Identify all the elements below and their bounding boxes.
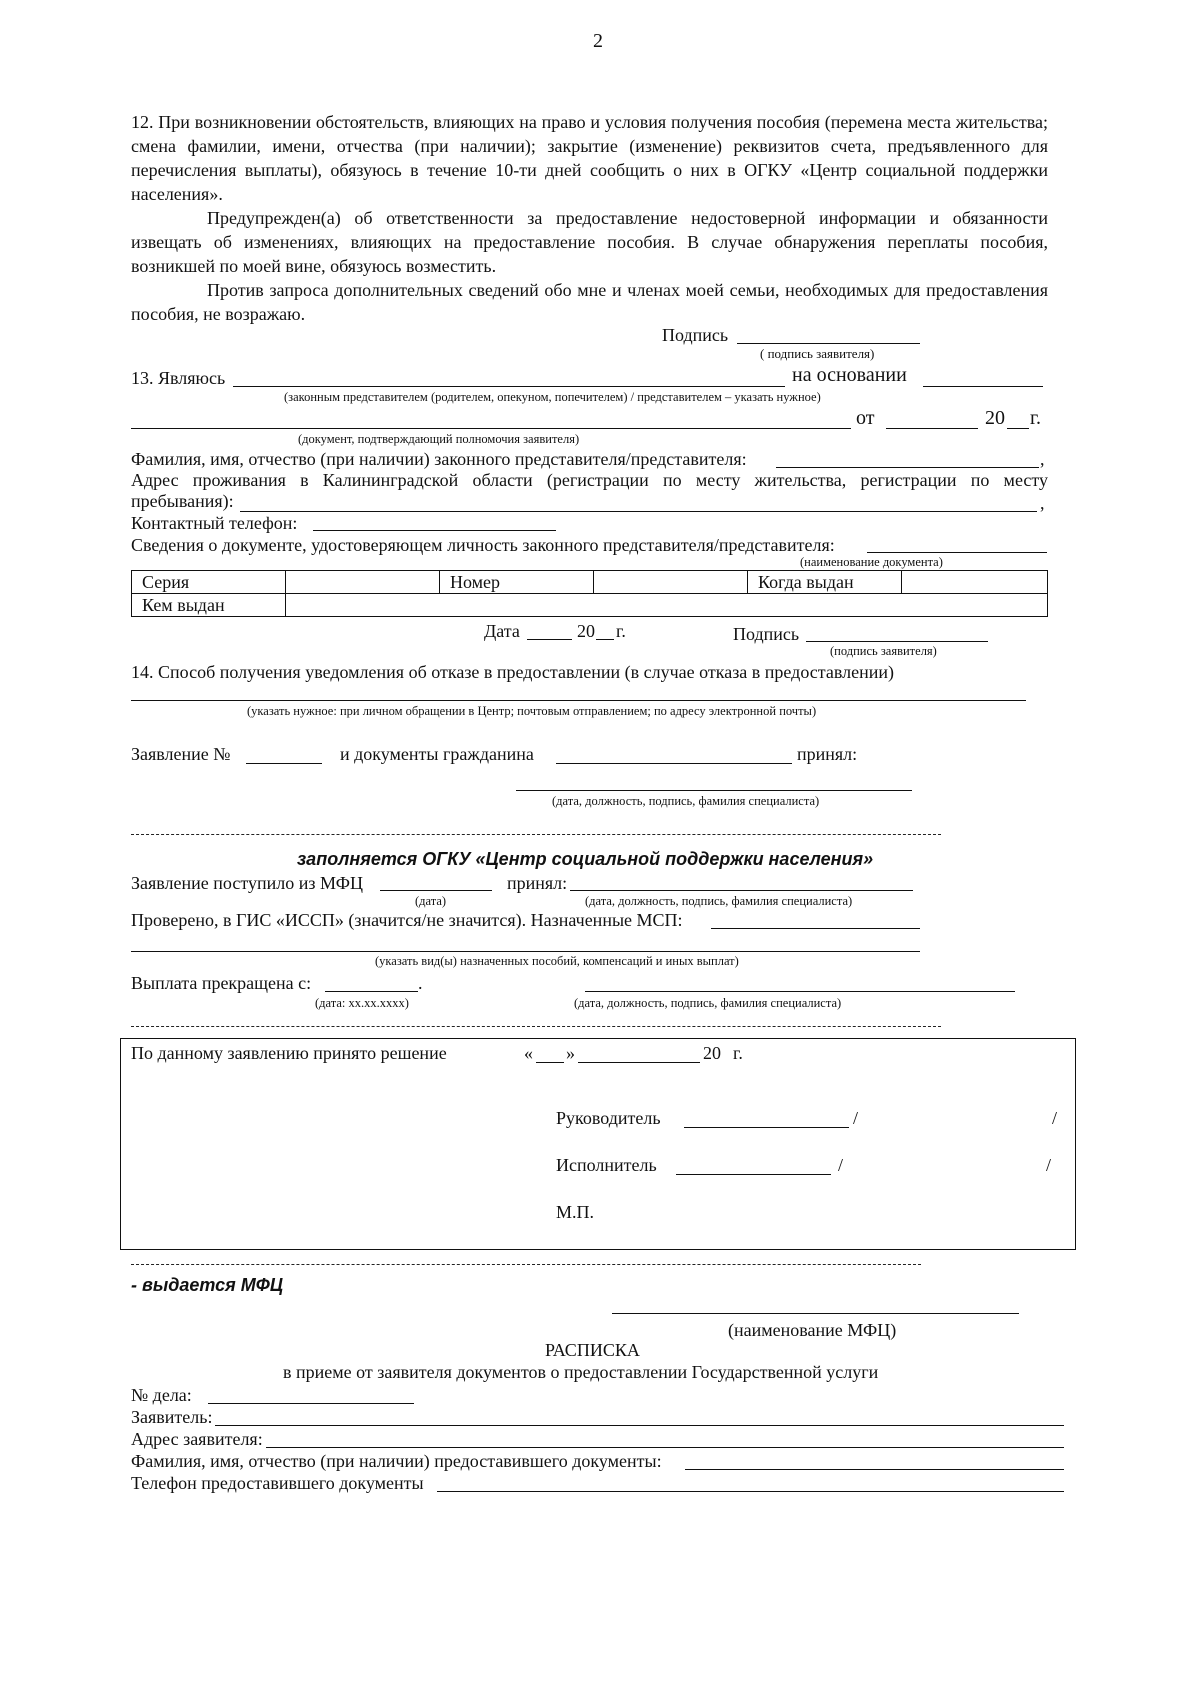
item13-address-text: Адрес проживания в Калининградской области (регистрации по месту жительства, регистрации по месту пребывания): <box>131 470 1048 511</box>
center-date-format-hint: (дата: хх.хх.хххх) <box>315 996 409 1010</box>
center-checked-label: Проверено, в ГИС «ИССП» (значится/не значится). Назначенные МСП: <box>131 910 683 930</box>
item13-address-label <box>131 470 1048 512</box>
separator-dashed-3 <box>131 1264 921 1265</box>
decision-quote-open: « <box>524 1043 533 1063</box>
item13-signature-line[interactable] <box>806 641 988 642</box>
item13-basis-label: на основании <box>792 364 907 386</box>
decision-head-signature-line[interactable] <box>684 1127 849 1128</box>
center-specialist-hint-2: (дата, должность, подпись, фамилия специалиста) <box>574 996 842 1010</box>
table-row <box>132 594 1048 617</box>
receipt-address-line[interactable] <box>266 1447 1064 1448</box>
receipt-subtitle: в приеме от заявителя документов о предоставлении Государственной услуги <box>283 1362 879 1382</box>
issued-by-value[interactable] <box>286 594 1048 617</box>
table-row <box>132 571 1048 594</box>
item12-text <box>131 110 1048 326</box>
item13-rep-hint: (законным представителем (родителем, опекуном, попечителем) / представителем – указать нужное) <box>284 390 821 404</box>
item13-date-line[interactable] <box>886 428 978 429</box>
receipt-fio-label: Фамилия, имя, отчество (при наличии) предоставившего документы: <box>131 1451 662 1471</box>
item13-fio-line[interactable] <box>776 467 1039 468</box>
item13-from-label: от <box>856 407 875 429</box>
center-benefits-line[interactable] <box>131 951 920 952</box>
receipt-address-label: Адрес заявителя: <box>131 1429 263 1449</box>
id-document-table <box>131 570 1048 617</box>
comma: , <box>1040 493 1045 513</box>
issued-by-label: Кем выдан <box>132 594 286 617</box>
item14-hint: (указать нужное: при личном обращении в Центр; почтовым отправлением; по адресу электронной почты) <box>247 704 817 718</box>
item13-id-doc-label: Сведения о документе, удостоверяющем личность законного представителя/представителя: <box>131 535 835 555</box>
decision-head-label: Руководитель <box>556 1108 661 1128</box>
item14-accepted-label: принял: <box>797 744 858 764</box>
item13-year-line[interactable] <box>1007 428 1029 429</box>
item13-id-doc-line[interactable] <box>867 552 1047 553</box>
center-msp-line[interactable] <box>711 928 920 929</box>
item14-application-number-line[interactable] <box>246 763 322 764</box>
item14-title: 14. Способ получения уведомления об отказе в предоставлении (в случае отказа в предоставлении) <box>131 662 894 682</box>
item13-date-year: 20 <box>577 621 595 641</box>
item13-am-label: 13. Являюсь <box>131 368 226 388</box>
item14-method-line[interactable] <box>131 700 1026 701</box>
item12-signature-hint: ( подпись заявителя) <box>760 346 875 361</box>
decision-executor-signature-line[interactable] <box>676 1174 831 1175</box>
decision-head-slash-1: / <box>853 1108 859 1128</box>
item14-specialist-hint: (дата, должность, подпись, фамилия специалиста) <box>552 794 820 808</box>
center-stopped-specialist-line[interactable] <box>585 991 1015 992</box>
receipt-mfc-hint: (наименование МФЦ) <box>728 1320 897 1340</box>
decision-executor-slash-1: / <box>838 1155 844 1175</box>
decision-executor-label: Исполнитель <box>556 1155 657 1175</box>
receipt-issued-by: - выдается МФЦ <box>131 1275 283 1295</box>
decision-quote-close: » <box>566 1043 575 1063</box>
receipt-title: РАСПИСКА <box>545 1340 640 1360</box>
decision-head-slash-2: / <box>1052 1108 1058 1128</box>
comma: , <box>1040 449 1045 469</box>
decision-month-line[interactable] <box>578 1062 700 1063</box>
center-stopped-date-line[interactable] <box>325 991 418 992</box>
receipt-case-line[interactable] <box>208 1403 414 1404</box>
item13-role-line[interactable] <box>233 386 785 387</box>
center-accepted-label: принял: <box>507 873 568 893</box>
item12-signature-line[interactable] <box>737 343 920 344</box>
receipt-phone-line[interactable] <box>437 1491 1064 1492</box>
decision-text: По данному заявлению принято решение <box>131 1043 447 1063</box>
item13-date-suffix: г. <box>616 621 626 641</box>
item13-signature-hint: (подпись заявителя) <box>830 644 937 658</box>
decision-executor-slash-2: / <box>1046 1155 1052 1175</box>
item12-paragraph-3: Против запроса дополнительных сведений обо мне и членах моей семьи, необходимых для предоставления пособия, не возражаю. <box>131 280 1048 324</box>
receipt-case-label: № дела: <box>131 1385 192 1405</box>
receipt-phone-label: Телефон предоставившего документы <box>131 1473 424 1493</box>
issued-when-label: Когда выдан <box>748 571 902 594</box>
item14-citizen-line[interactable] <box>556 763 792 764</box>
item12-signature-label: Подпись <box>662 325 729 345</box>
center-benefits-hint: (указать вид(ы) назначенных пособий, компенсаций и иных выплат) <box>375 954 739 968</box>
number-label: Номер <box>440 571 594 594</box>
item13-year-label: 20 <box>985 407 1005 429</box>
item14-docs-label: и документы гражданина <box>340 744 534 764</box>
item13-date-year-line[interactable] <box>596 639 614 640</box>
center-received-date-line[interactable] <box>380 890 492 891</box>
item13-id-doc-hint: (наименование документа) <box>800 555 943 569</box>
item13-signature-label: Подпись <box>733 624 800 644</box>
receipt-fio-line[interactable] <box>685 1469 1064 1470</box>
series-value[interactable] <box>286 571 440 594</box>
item13-doc-line[interactable] <box>131 428 851 429</box>
item13-fio-label: Фамилия, имя, отчество (при наличии) законного представителя/представителя: <box>131 449 747 469</box>
center-stopped-label: Выплата прекращена с: <box>131 973 312 993</box>
item12-paragraph-2: Предупрежден(а) об ответственности за предоставление недостоверной информации и обязанности извещать об изменениях, влияющих на предоставление пособия. В случае обнаружения переплаты пособия, возникшей по моей вине, обязуюсь возместить. <box>131 208 1048 276</box>
separator-dashed-2 <box>131 1026 941 1027</box>
decision-box <box>120 1038 1076 1250</box>
item13-doc-hint: (документ, подтверждающий полномочия заявителя) <box>298 432 580 446</box>
center-received-label: Заявление поступило из МФЦ <box>131 873 363 893</box>
decision-day-line[interactable] <box>536 1062 564 1063</box>
center-specialist-line[interactable] <box>570 890 913 891</box>
center-specialist-hint: (дата, должность, подпись, фамилия специалиста) <box>585 894 853 908</box>
item14-specialist-line[interactable] <box>516 790 912 791</box>
item13-date-label: Дата <box>484 621 520 641</box>
center-date-hint: (дата) <box>415 894 447 908</box>
item13-phone-label: Контактный телефон: <box>131 513 298 533</box>
center-stopped-suffix: . <box>418 973 423 993</box>
issued-when-value[interactable] <box>902 571 1048 594</box>
item14-application-label: Заявление № <box>131 744 231 764</box>
page-number: 2 <box>593 30 603 52</box>
number-value[interactable] <box>594 571 748 594</box>
decision-stamp: М.П. <box>556 1202 595 1222</box>
item12-paragraph-1: 12. При возникновении обстоятельств, влияющих на право и условия получения пособия (перемена места жительства; смена фамилии, имени, отчества (при наличии); закрытие (изменение) реквизитов счета, предъявленного для перечисления выплаты), обязуюсь в течение 10-ти дней сообщить о них в ОГКУ «Центр социальной поддержки населения». <box>131 112 1048 204</box>
item13-basis-line[interactable] <box>923 386 1043 387</box>
decision-year: 20 <box>703 1043 721 1063</box>
decision-year-suffix: г. <box>733 1043 743 1063</box>
center-heading: заполняется ОГКУ «Центр социальной поддержки населения» <box>297 849 874 869</box>
item13-year-suffix: г. <box>1030 407 1041 429</box>
receipt-applicant-line[interactable] <box>215 1425 1064 1426</box>
series-label: Серия <box>132 571 286 594</box>
item13-date-day-line[interactable] <box>527 639 572 640</box>
item13-address-line[interactable] <box>240 511 1037 512</box>
item13-phone-line[interactable] <box>313 530 556 531</box>
receipt-applicant-label: Заявитель: <box>131 1407 213 1427</box>
receipt-mfc-line[interactable] <box>612 1313 1019 1314</box>
separator-dashed-1 <box>131 834 941 835</box>
